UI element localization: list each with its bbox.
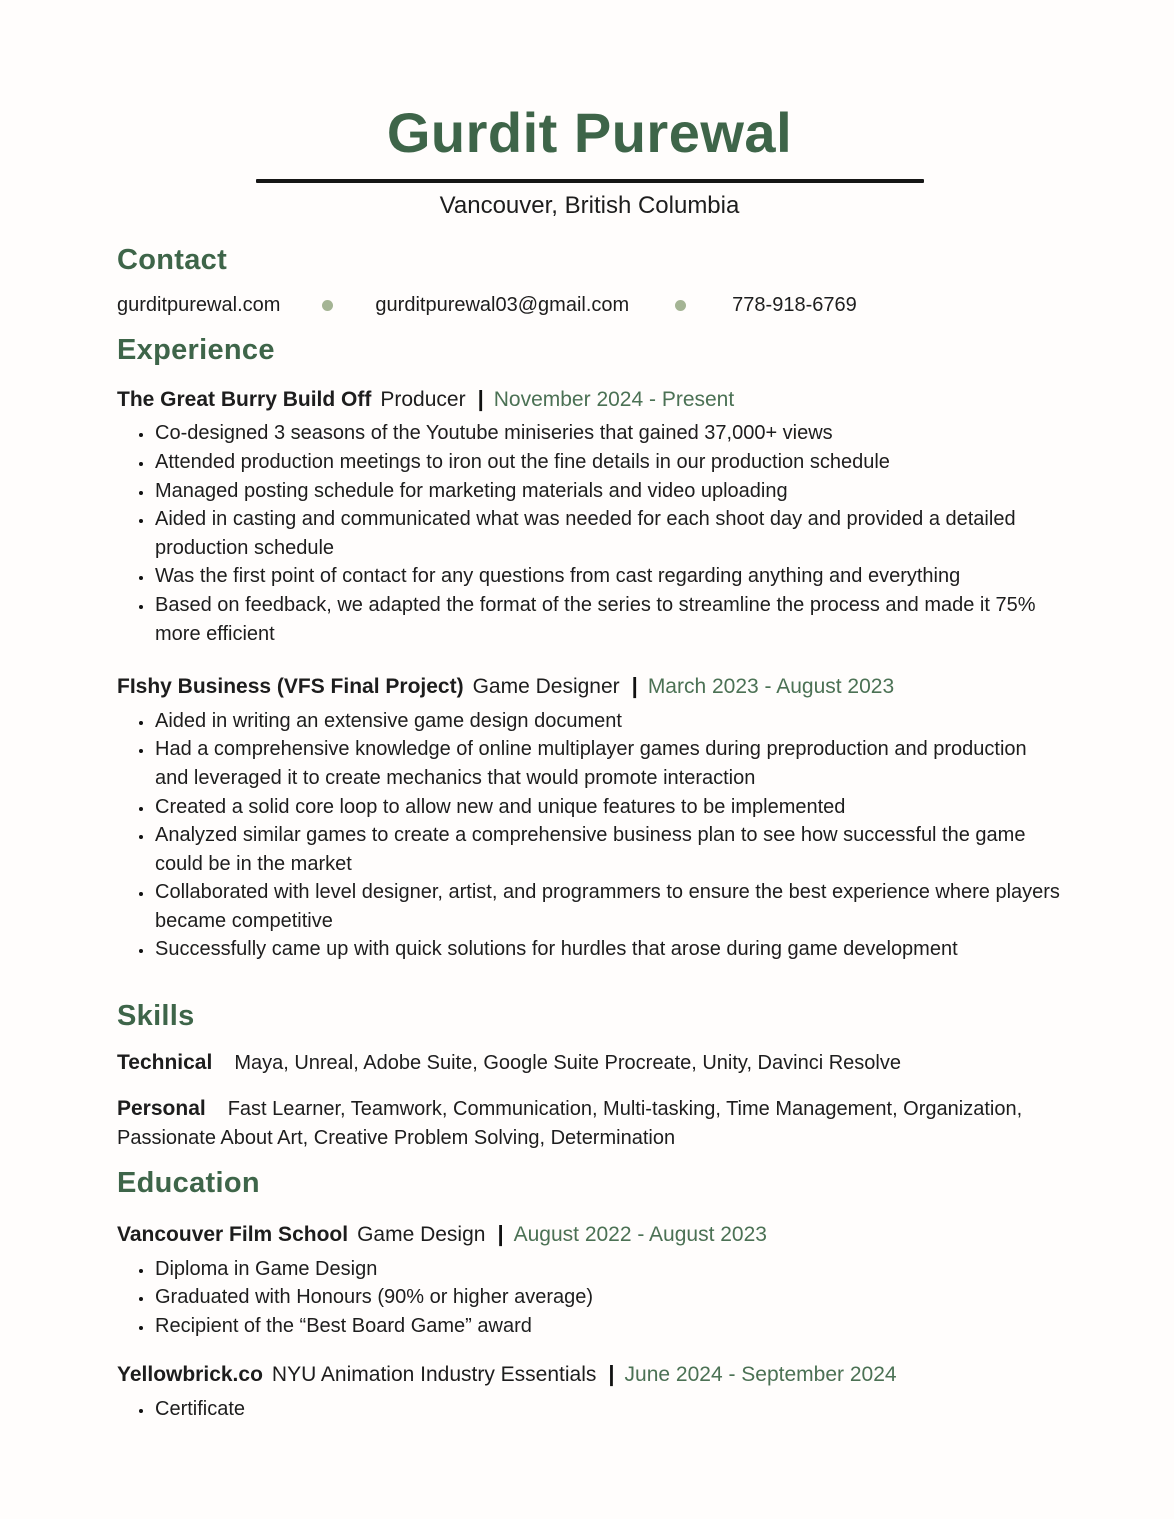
resume-header [117, 0, 1062, 220]
bullet-item: • Co-designed 3 seasons of the Youtube miniseries that gained 37,000+ views [154, 419, 1062, 448]
education-entry [117, 1360, 1062, 1423]
contact-phone: 778-918-6769 [732, 293, 857, 316]
bullet-item: • Created a solid core loop to allow new and unique features to be implemented [154, 793, 1062, 822]
experience-entry-title-line [117, 672, 1062, 701]
job-dates: March 2023 - August 2023 [647, 675, 895, 699]
bullet-item: • Managed posting schedule for marketing materials and video uploading [154, 477, 1062, 506]
school-program: NYU Animation Industry Essentials [271, 1363, 597, 1387]
contact-section-heading: Contact [117, 243, 228, 276]
education-section-heading: Education [117, 1166, 260, 1199]
bullet-list [117, 419, 1062, 648]
pipe-separator: | [608, 1361, 615, 1387]
bullet-item: • Was the first point of contact for any questions from cast regarding anything and everything [154, 562, 1062, 591]
experience-entry [117, 385, 1062, 648]
job-company: The Great Burry Build Off [117, 387, 372, 411]
school-dates: June 2024 - September 2024 [624, 1363, 897, 1387]
bullet-item: • Certificate [154, 1395, 1062, 1424]
job-role: Producer [380, 387, 466, 411]
bullet-item: • Had a comprehensive knowledge of online multiplayer games during preproduction and production and leveraged it to create mechanics that would promote interaction [154, 735, 1062, 792]
bullet-item: • Recipient of the “Best Board Game” award [154, 1312, 1062, 1341]
skill-row-personal [117, 1094, 1062, 1153]
bullet-item: • Analyzed similar games to create a comprehensive business plan to see how successful the game could be in the market [154, 821, 1062, 878]
header-divider [256, 179, 924, 183]
bullet-item: • Collaborated with level designer, artist, and programmers to ensure the best experience where players became competitive [154, 878, 1062, 935]
job-company: FIshy Business (VFS Final Project) [117, 675, 464, 699]
bullet-item: • Diploma in Game Design [154, 1255, 1062, 1284]
skill-list: Fast Learner, Teamwork, Communication, Multi-tasking, Time Management, Organization, Passionate About Art, Creative Problem Solving, Determination [117, 1097, 1023, 1149]
school-dates: August 2022 - August 2023 [513, 1222, 767, 1246]
experience-entry-title-line [117, 385, 1062, 414]
bullet-list [117, 1395, 1062, 1424]
bullet-dot-icon [322, 300, 333, 311]
education-entry-title-line [117, 1360, 1062, 1389]
contact-email: gurditpurewal03@gmail.com [375, 293, 630, 316]
experience-section-heading: Experience [117, 333, 275, 366]
skill-label: Technical [117, 1051, 213, 1075]
skills-section-heading: Skills [117, 1000, 195, 1033]
contact-row [117, 294, 1062, 317]
bullet-item: • Successfully came up with quick solutions for hurdles that arose during game development [154, 935, 1062, 964]
skill-row-technical [117, 1048, 1062, 1078]
bullet-dot-icon [675, 300, 686, 311]
experience-entry [117, 672, 1062, 964]
bullet-list [117, 707, 1062, 964]
school-program: Game Design [357, 1222, 486, 1246]
job-dates: November 2024 - Present [493, 387, 735, 411]
pipe-separator: | [631, 673, 638, 699]
bullet-item: • Graduated with Honours (90% or higher average) [154, 1283, 1062, 1312]
contact-website: gurditpurewal.com [117, 293, 281, 316]
education-entry [117, 1220, 1062, 1340]
bullet-item: • Based on feedback, we adapted the format of the series to streamline the process and made it 75% more efficient [154, 591, 1062, 648]
school-name: Vancouver Film School [117, 1222, 349, 1246]
skill-list: Maya, Unreal, Adobe Suite, Google Suite Procreate, Unity, Davinci Resolve [234, 1052, 901, 1075]
pipe-separator: | [477, 385, 484, 411]
school-name: Yellowbrick.co [117, 1363, 263, 1387]
bullet-item: • Aided in writing an extensive game design document [154, 707, 1062, 736]
bullet-item: • Aided in casting and communicated what was needed for each shoot day and provided a detailed production schedule [154, 505, 1062, 562]
education-block [117, 1220, 1062, 1424]
bullet-list [117, 1255, 1062, 1341]
job-role: Game Designer [472, 675, 620, 699]
skill-label: Personal [117, 1096, 206, 1120]
person-name: Gurdit Purewal [386, 101, 793, 164]
bullet-item: • Attended production meetings to iron out the fine details in our production schedule [154, 448, 1062, 477]
education-entry-title-line [117, 1220, 1062, 1249]
pipe-separator: | [497, 1220, 504, 1246]
person-location: Vancouver, British Columbia [439, 191, 740, 219]
